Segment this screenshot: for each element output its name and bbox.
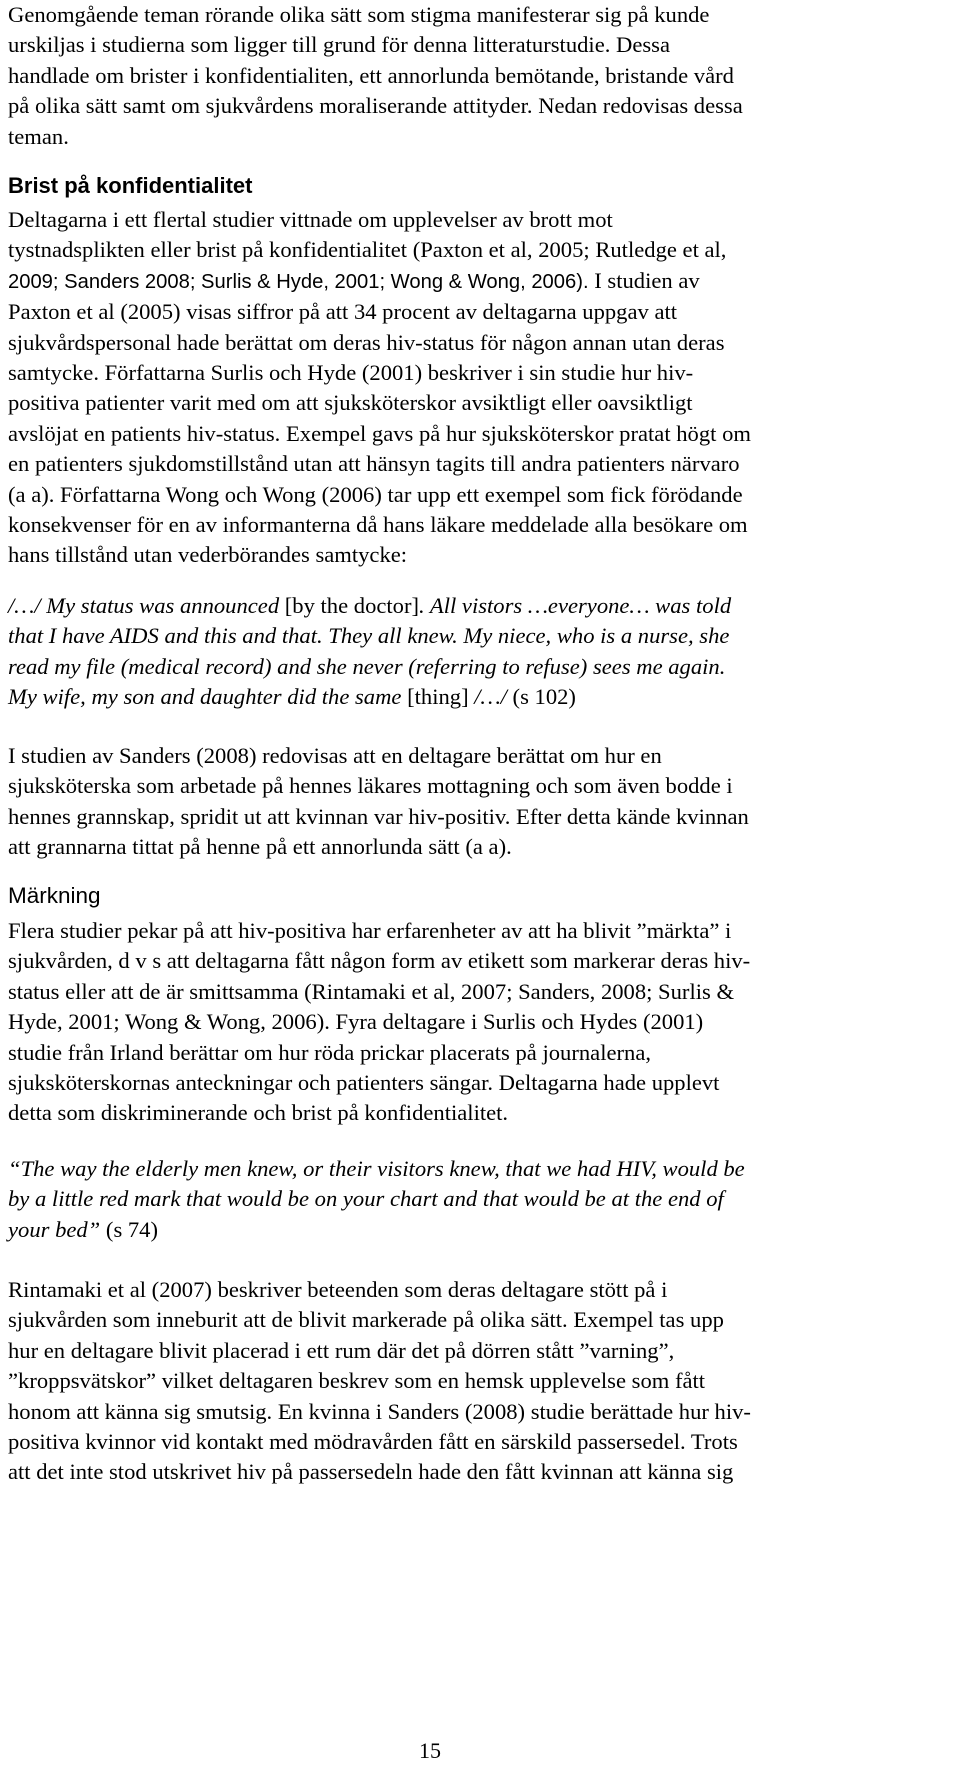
text-line: konsekvenser för en av informanterna då hans läkare meddelade alla besökare om — [8, 512, 748, 538]
quote-line — [8, 682, 952, 712]
confidentiality-paragraph-2 — [8, 741, 952, 863]
quote-text: /…/ — [468, 684, 507, 710]
text-line: urskiljas i studierna som ligger till grund för denna litteraturstudie. Dessa — [8, 32, 670, 58]
text-line: sjukvården, d v s att deltagarna fått någon form av etikett som markerar deras hiv- — [8, 948, 751, 974]
block-quote-2 — [8, 1154, 952, 1245]
quote-text: My wife, my son and daughter did the same — [8, 684, 408, 710]
quote-insert: [thing] — [407, 684, 469, 710]
quote-line: by a little red mark that would be on your chart and that would be at the end of — [8, 1186, 724, 1212]
quote-citation: (s 74) — [100, 1216, 158, 1242]
text-line: (a a). Författarna Wong och Wong (2006) tar upp ett exempel som fick förödande — [8, 481, 743, 507]
text-line: att det inte stod utskrivet hiv på passersedeln hade den fått kvinnan att känna sig — [8, 1459, 734, 1485]
text-line: I studien av Sanders (2008) redovisas att en deltagare berättat om hur en — [8, 743, 662, 768]
text-line: en patienters sjukdomstillstånd utan att hänsyn tagits till andra patienters närvaro — [8, 451, 740, 477]
text-line: att grannarna tittat på henne på ett annorlunda sätt (a a). — [8, 834, 512, 860]
text-line: Rintamaki et al (2007) beskriver beteenden som deras deltagare stött på i — [8, 1277, 668, 1302]
text-line: avslöjat en patients hiv-status. Exempel gavs på hur sjuksköterskor pratat högt om — [8, 420, 751, 446]
text-line: studie från Irland berättar om hur röda prickar placerats på journalerna, — [8, 1039, 651, 1065]
text-line: Deltagarna i ett flertal studier vittnade om upplevelser av brott mot — [8, 207, 613, 232]
text-line: hans tillstånd utan vederbörandes samtycke: — [8, 542, 408, 568]
text-line: sjukvården som inneburit att de blivit markerade på olika sätt. Exempel tas upp — [8, 1307, 724, 1333]
text-line: Genomgående teman rörande olika sätt som stigma manifesterar sig på kunde — [8, 2, 710, 27]
text-line: detta som diskriminerande och brist på konfidentialitet. — [8, 1100, 509, 1126]
page-number: 15 — [419, 1738, 441, 1763]
text-line: honom att känna sig smutsig. En kvinna i Sanders (2008) studie berättade hur hiv- — [8, 1398, 751, 1424]
text-line: Hyde, 2001; Wong & Wong, 2006). Fyra deltagare i Surlis och Hydes (2001) — [8, 1009, 704, 1035]
quote-line: “The way the elderly men knew, or their visitors knew, that we had HIV, would be — [8, 1156, 745, 1181]
quote-line: that I have AIDS and this and that. They all knew. My niece, who is a nurse, she — [8, 623, 730, 649]
section-heading-labeling: Märkning — [8, 883, 101, 908]
quote-line — [8, 1215, 952, 1245]
text-line: hennes grannskap, spridit ut att kvinnan var hiv-positiv. Efter detta kände kvinnan — [8, 803, 749, 829]
quote-line: read my file (medical record) and she never (referring to refuse) sees me again. — [8, 653, 726, 679]
quote-text: /…/ My status was announced — [8, 593, 285, 618]
quote-insert: [by the doctor] — [284, 593, 420, 618]
section-heading-confidentiality: Brist på konfidentialitet — [8, 173, 253, 198]
text-line: ”kroppsvätskor” vilket deltagaren beskrev som en hemsk upplevelse som fått — [8, 1368, 706, 1394]
quote-text: . All vistors …everyone… was told — [419, 593, 732, 618]
citation-sans: 2009; Sanders 2008; Surlis & Hyde, 2001; Wong & Wong, 2006). — [8, 270, 589, 293]
text-span: I studien av — [588, 267, 700, 293]
quote-text: your bed” — [8, 1216, 101, 1242]
text-line: status eller att de är smittsamma (Rintamaki et al, 2007; Sanders, 2008; Surlis & — [8, 978, 735, 1004]
labeling-paragraph-2 — [8, 1275, 952, 1488]
text-line: Flera studier pekar på att hiv-positiva har erfarenheter av att ha blivit ”märkta” i — [8, 918, 732, 943]
text-line: sjuksköterska som arbetade på hennes läkares mottagning och som även bodde i — [8, 773, 733, 799]
text-line: handlade om brister i konfidentialiten, ett annorlunda bemötande, bristande vård — [8, 62, 734, 88]
confidentiality-paragraph-1 — [8, 205, 952, 571]
intro-paragraph — [8, 0, 952, 152]
text-line: positiva patienter varit med om att sjuksköterskor avsiktligt eller oavsiktligt — [8, 390, 693, 416]
text-line: samtycke. Författarna Surlis och Hyde (2001) beskriver i sin studie hur hiv- — [8, 360, 694, 386]
text-line: Paxton et al (2005) visas siffror på att 34 procent av deltagarna uppgav att — [8, 299, 678, 325]
text-line: hur en deltagare blivit placerad i ett rum där det på dörren stått ”varning”, — [8, 1337, 675, 1363]
text-line: sjuksköterskornas anteckningar och patienters sängar. Deltagarna hade upplevt — [8, 1070, 720, 1096]
text-line: teman. — [8, 123, 69, 149]
labeling-paragraph-1 — [8, 916, 952, 1129]
block-quote-1 — [8, 591, 952, 713]
text-line: tystnadsplikten eller brist på konfidentialitet (Paxton et al, 2005; Rutledge et al, — [8, 237, 727, 263]
text-line — [8, 266, 952, 297]
text-line: sjukvårdspersonal hade berättat om deras hiv-status för någon annan utan deras — [8, 329, 725, 355]
text-line: positiva kvinnor vid kontakt med mödravården fått en särskild passersedel. Trots — [8, 1429, 738, 1455]
quote-line — [8, 591, 952, 621]
quote-citation: (s 102) — [506, 684, 576, 710]
text-line: på olika sätt samt om sjukvårdens moraliserande attityder. Nedan redovisas dessa — [8, 93, 743, 119]
